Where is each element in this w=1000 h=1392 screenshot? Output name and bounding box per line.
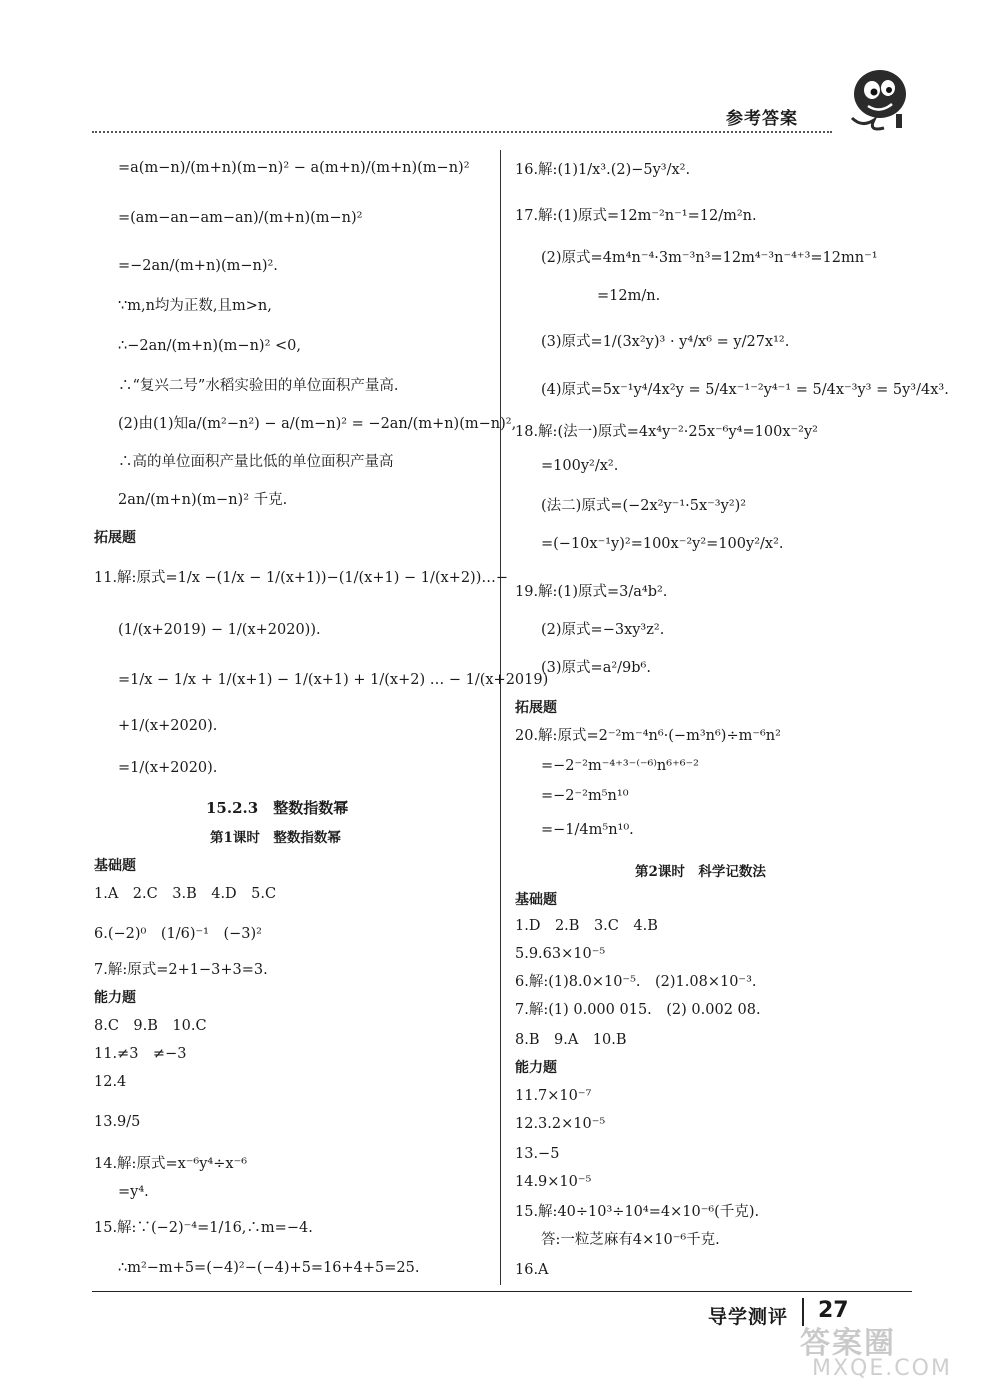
- footer-brand: 导学测评: [708, 1306, 789, 1328]
- right-line: 答:一粒芝麻有4×10⁻⁶千克.: [541, 1232, 720, 1248]
- right-line: =(−10x⁻¹y)²=100x⁻²y²=100y²/x².: [541, 536, 784, 552]
- header-rule: [92, 131, 832, 133]
- right-line: (2)原式=4m⁴n⁻⁴·3m⁻³n³=12m⁴⁻³n⁻⁴⁺³=12mn⁻¹: [541, 250, 878, 266]
- left-line: 13.9/5: [94, 1114, 141, 1130]
- left-line: 6.(−2)⁰ (1/6)⁻¹ (−3)²: [94, 926, 262, 942]
- right-line: 20.解:原式=2⁻²m⁻⁴n⁶·(−m³n⁶)÷m⁻⁶n²: [515, 728, 781, 744]
- right-line: 19.解:(1)原式=3/a⁴b².: [515, 584, 668, 600]
- lesson-title: 第1课时 整数指数幂: [210, 830, 341, 846]
- right-line: 5.9.63×10⁻⁵: [515, 946, 606, 962]
- left-line: =−2an/(m+n)(m−n)².: [118, 258, 278, 274]
- left-line: 11.解:原式=1/x −(1/x − 1/(x+1))−(1/(x+1) − 1/(x+2))…−: [94, 570, 509, 586]
- left-line: 8.C 9.B 10.C: [94, 1018, 207, 1034]
- left-line: 14.解:原式=x⁻⁶y⁴÷x⁻⁶: [94, 1156, 248, 1172]
- left-line: 2an/(m+n)(m−n)² 千克.: [118, 492, 288, 508]
- right-line: 1.D 2.B 3.C 4.B: [515, 918, 658, 934]
- page-number: 27: [818, 1298, 849, 1323]
- right-line: 7.解:(1) 0.000 015. (2) 0.002 08.: [515, 1002, 761, 1018]
- left-line: =1/(x+2020).: [118, 760, 218, 776]
- right-line: 17.解:(1)原式=12m⁻²n⁻¹=12/m²n.: [515, 208, 757, 224]
- right-line: =−2⁻²m⁵n¹⁰: [541, 788, 629, 804]
- left-line: =y⁴.: [118, 1184, 149, 1200]
- right-line: (法二)原式=(−2x²y⁻¹·5x⁻³y²)²: [541, 498, 747, 514]
- right-line: =12m/n.: [597, 288, 661, 304]
- section-heading: 拓展题: [515, 700, 557, 716]
- left-line: ∴−2an/(m+n)(m−n)² <0,: [118, 338, 301, 354]
- right-line: 13.−5: [515, 1146, 560, 1162]
- right-line: 14.9×10⁻⁵: [515, 1174, 592, 1190]
- footer-rule: [92, 1291, 912, 1292]
- right-line: 8.B 9.A 10.B: [515, 1032, 627, 1048]
- left-line: 11.≠3 ≠−3: [94, 1046, 187, 1062]
- left-line: ∴m²−m+5=(−4)²−(−4)+5=16+4+5=25.: [118, 1260, 420, 1276]
- section-heading: 能力题: [515, 1060, 557, 1076]
- left-line: =a(m−n)/(m+n)(m−n)² − a(m+n)/(m+n)(m−n)²: [118, 160, 470, 176]
- left-line: 15.解:∵(−2)⁻⁴=1/16,∴m=−4.: [94, 1220, 313, 1236]
- left-line: 7.解:原式=2+1−3+3=3.: [94, 962, 268, 978]
- left-line: ∴“复兴二号”水稻实验田的单位面积产量高.: [118, 378, 399, 394]
- section-heading: 基础题: [515, 892, 557, 908]
- right-line: 16.解:(1)1/x³.(2)−5y³/x².: [515, 162, 691, 178]
- section-heading: 拓展题: [94, 530, 136, 546]
- left-line: =1/x − 1/x + 1/(x+1) − 1/(x+1) + 1/(x+2) … − 1/(x+2019): [118, 672, 549, 688]
- left-line: (1/(x+2019) − 1/(x+2020)).: [118, 622, 321, 638]
- right-line: 15.解:40÷10³÷10⁴=4×10⁻⁶(千克).: [515, 1204, 760, 1220]
- watermark-text: 答案圈: [800, 1326, 896, 1361]
- right-line: (3)原式=1/(3x²y)³ · y⁴/x⁶ = y/27x¹².: [541, 334, 790, 350]
- lesson-title: 第2课时 科学记数法: [635, 864, 766, 880]
- right-line: 11.7×10⁻⁷: [515, 1088, 592, 1104]
- left-line: ∵m,n均为正数,且m>n,: [118, 298, 272, 314]
- mascot-logo: [838, 62, 918, 142]
- right-line: 18.解:(法一)原式=4x⁴y⁻²·25x⁻⁶y⁴=100x⁻²y²: [515, 424, 818, 440]
- right-line: (4)原式=5x⁻¹y⁴/4x²y = 5/4x⁻¹⁻²y⁴⁻¹ = 5/4x⁻³y³ = 5y³/4x³.: [541, 382, 949, 398]
- right-line: (2)原式=−3xy³z².: [541, 622, 665, 638]
- section-heading: 能力题: [94, 990, 136, 1006]
- right-line: =100y²/x².: [541, 458, 619, 474]
- right-line: 12.3.2×10⁻⁵: [515, 1116, 606, 1132]
- right-line: (3)原式=a²/9b⁶.: [541, 660, 651, 676]
- right-line: 16.A: [515, 1262, 549, 1278]
- watermark-url: MXQE.COM: [812, 1356, 952, 1381]
- left-line: =(am−an−am−an)/(m+n)(m−n)²: [118, 210, 363, 226]
- right-line: =−2⁻²m⁻⁴⁺³⁻⁽⁻⁶⁾n⁶⁺⁶⁻²: [541, 758, 699, 774]
- left-line: ∴高的单位面积产量比低的单位面积产量高: [118, 454, 394, 470]
- left-line: 12.4: [94, 1074, 127, 1090]
- header-title: 参考答案: [726, 109, 798, 129]
- left-line: (2)由(1)知a/(m²−n²) − a/(m−n)² = −2an/(m+n)(m−n)²,: [118, 416, 517, 432]
- column-divider: [500, 150, 501, 1285]
- section-title: 15.2.3 整数指数幂: [206, 799, 349, 817]
- right-line: 6.解:(1)8.0×10⁻⁵. (2)1.08×10⁻³.: [515, 974, 757, 990]
- left-line: +1/(x+2020).: [118, 718, 218, 734]
- section-heading: 基础题: [94, 858, 136, 874]
- left-line: 1.A 2.C 3.B 4.D 5.C: [94, 886, 277, 902]
- right-line: =−1/4m⁵n¹⁰.: [541, 822, 634, 838]
